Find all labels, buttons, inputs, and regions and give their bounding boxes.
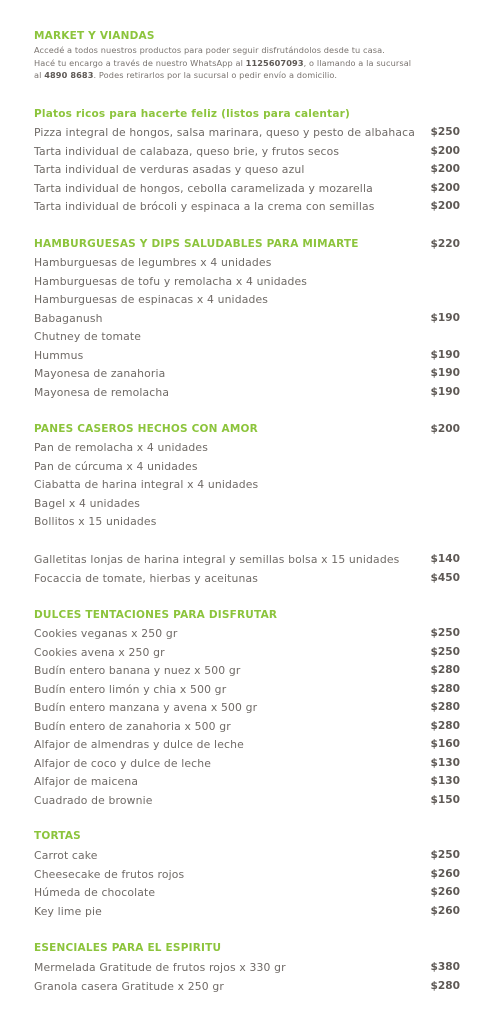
intro-line-1: Accedé a todos nuestros productos para poder seguir disfrutándolos desde tu casa.	[34, 45, 385, 55]
menu-item-name: Tarta individual de hongos, cebolla caramelizada y mozarella	[34, 181, 373, 195]
menu-item-name: Mermelada Gratitude de frutos rojos x 330 gr	[34, 961, 286, 974]
menu-item-name: Cheesecake de frutos rojos	[34, 867, 185, 881]
menu-item-name: Alfajor de maicena	[34, 775, 139, 788]
menu-item-name: Mayonesa de zanahoria	[34, 367, 166, 380]
menu-item-name: Chutney de tomate	[34, 330, 142, 343]
menu-item-price: $280	[430, 979, 460, 992]
menu-item-name: Hamburguesas de espinacas x 4 unidades	[34, 293, 269, 306]
menu-item-price: $200	[430, 200, 460, 212]
section-title-hamburguesas: HAMBURGUESAS Y DIPS SALUDABLES PARA MIMARTE	[34, 238, 359, 250]
menu-item-name: Tarta individual de brócoli y espinaca a la crema con semillas	[34, 200, 375, 213]
intro-text	[34, 44, 464, 82]
section-title-platos: Platos ricos para hacerte feliz (listos para calentar)	[34, 108, 350, 120]
menu-item-name: Bollitos x 15 unidades	[34, 515, 157, 528]
menu-item-price: $260	[430, 904, 460, 917]
menu-item-name: Budín entero de zanahoria x 500 gr	[34, 719, 231, 733]
menu-item-name: Tarta individual de verduras asadas y queso azul	[34, 163, 305, 176]
market-title: MARKET Y VIANDAS	[34, 30, 155, 42]
menu-item-price: $250	[430, 126, 460, 138]
section-price-panes: $200	[430, 423, 460, 435]
menu-item-name: Key lime pie	[34, 904, 102, 918]
section-title-esenciales: ESENCIALES PARA EL ESPIRITU	[34, 942, 222, 954]
menu-item-price: $160	[430, 738, 460, 750]
menu-item-price: $190	[430, 348, 460, 361]
menu-item-price: $190	[430, 385, 460, 398]
menu-item-name: Granola casera Gratitude x 250 gr	[34, 979, 224, 993]
menu-item-price: $150	[430, 793, 460, 806]
menu-item-price: $450	[430, 571, 460, 584]
menu-item-name: Hamburguesas de tofu y remolacha x 4 unidades	[34, 274, 308, 288]
menu-item-name: Mayonesa de remolacha	[34, 385, 170, 399]
section-price-hamburguesas: $220	[430, 238, 460, 250]
menu-item-price: $190	[430, 367, 460, 379]
whatsapp-number: 1125607093	[245, 57, 304, 68]
menu-item-name: Hummus	[34, 348, 84, 362]
menu-item-price: $280	[430, 682, 460, 695]
menu-item-price: $280	[430, 664, 460, 676]
menu-item-name: Alfajor de coco y dulce de leche	[34, 756, 212, 770]
section-title-tortas: TORTAS	[34, 830, 81, 842]
section-title-dulces: DULCES TENTACIONES PARA DISFRUTAR	[34, 609, 278, 621]
menu-item-price: $380	[430, 961, 460, 973]
menu-item-name: Cookies veganas x 250 gr	[34, 627, 178, 640]
phone-number: 4890 8683	[44, 70, 94, 80]
intro-line-2: Hacé tu encargo a través de nuestro WhatsApp al 1125607093, o llamando a la sucursal	[34, 57, 412, 68]
menu-item-name: Pizza integral de hongos, salsa marinara, queso y pesto de albahaca	[34, 126, 416, 139]
menu-item-name: Húmeda de chocolate	[34, 886, 156, 899]
menu-item-price: $250	[430, 627, 460, 639]
menu-item-price: $250	[430, 849, 460, 861]
menu-item-name: Budín entero banana y nuez x 500 gr	[34, 664, 241, 677]
menu-item-price: $260	[430, 867, 460, 880]
menu-item-price: $190	[430, 311, 460, 324]
menu-item-price: $250	[430, 645, 460, 658]
menu-item-price: $130	[430, 756, 460, 769]
menu-item-price: $260	[430, 886, 460, 898]
menu-item-price: $200	[430, 181, 460, 194]
intro-line-3: al 4890 8683. Podes retirarlos por la sucursal o pedir envío a domicilio.	[34, 70, 338, 80]
menu-item-price: $280	[430, 719, 460, 732]
menu-item-price: $130	[430, 775, 460, 787]
menu-item-name: Hamburguesas de legumbres x 4 unidades	[34, 256, 272, 269]
menu-item-name: Focaccia de tomate, hierbas y aceitunas	[34, 571, 259, 585]
menu-item-name: Galletitas lonjas de harina integral y semillas bolsa x 15 unidades	[34, 553, 400, 566]
menu-item-name: Cuadrado de brownie	[34, 793, 153, 807]
menu-item-name: Pan de cúrcuma x 4 unidades	[34, 459, 198, 473]
menu-item-price: $280	[430, 701, 460, 713]
menu-item-price: $200	[430, 144, 460, 157]
menu-item-name: Cookies avena x 250 gr	[34, 645, 165, 659]
menu-item-name: Alfajor de almendras y dulce de leche	[34, 738, 244, 751]
menu-item-price: $140	[430, 553, 460, 565]
menu-item-name: Budín entero manzana y avena x 500 gr	[34, 701, 258, 714]
menu-item-name: Carrot cake	[34, 849, 98, 862]
section-title-panes: PANES CASEROS HECHOS CON AMOR	[34, 423, 258, 435]
menu-item-name: Ciabatta de harina integral x 4 unidades	[34, 478, 259, 491]
menu-item-name: Tarta individual de calabaza, queso brie, y frutos secos	[34, 144, 340, 158]
menu-item-price: $200	[430, 163, 460, 175]
menu-item-name: Babaganush	[34, 311, 103, 325]
menu-item-name: Pan de remolacha x 4 unidades	[34, 441, 209, 454]
menu-item-name: Bagel x 4 unidades	[34, 496, 141, 510]
menu-item-name: Budín entero limón y chia x 500 gr	[34, 682, 227, 696]
